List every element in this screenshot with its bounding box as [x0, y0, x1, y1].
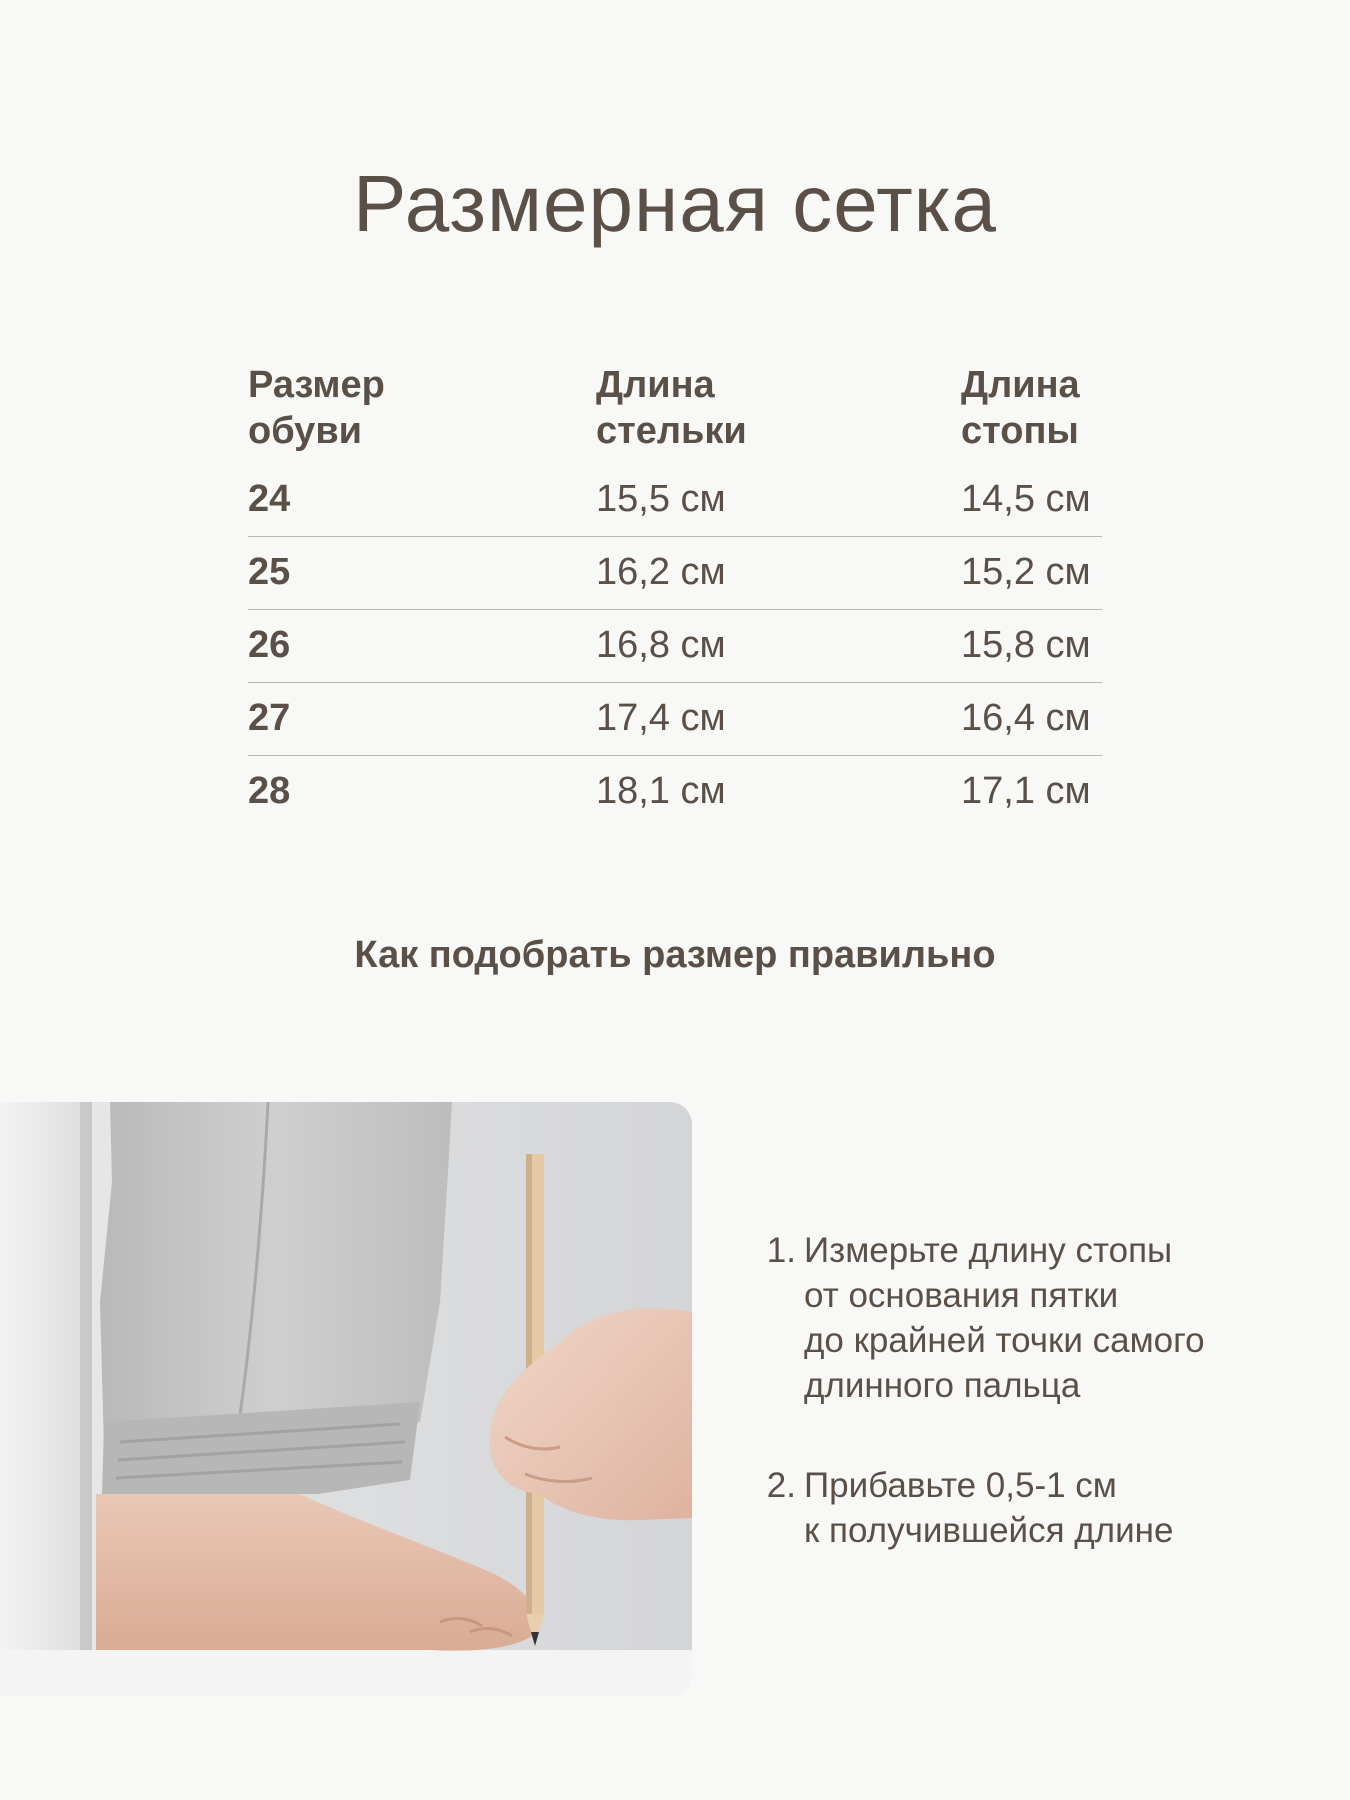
- section-subtitle: Как подобрать размер правильно: [354, 934, 996, 976]
- table-row: [248, 536, 1102, 607]
- foot-cell: 17,1 см: [961, 769, 1091, 812]
- step-number: 2.: [766, 1466, 796, 1505]
- table-row: [248, 755, 1102, 826]
- size-cell: 26: [248, 623, 291, 666]
- header-shoe-size: Размер обуви: [248, 364, 385, 452]
- table-row: [248, 464, 1102, 534]
- size-cell: 27: [248, 696, 291, 739]
- size-cell: 28: [248, 769, 291, 812]
- insole-cell: 16,2 см: [596, 550, 726, 593]
- foot-cell: 16,4 см: [961, 696, 1091, 739]
- foot-cell: 15,2 см: [961, 550, 1091, 593]
- size-cell: 24: [248, 477, 291, 520]
- insole-cell: 16,8 см: [596, 623, 726, 666]
- foot-cell: 15,8 см: [961, 623, 1091, 666]
- page-title: Размерная сетка: [353, 159, 997, 248]
- list-item: [750, 1463, 1330, 1553]
- foot-measuring-illustration: [0, 1102, 692, 1696]
- foot-measuring-photo: [0, 1102, 692, 1696]
- foot-cell: 14,5 см: [961, 477, 1091, 520]
- size-table: [248, 362, 1102, 826]
- header-foot-length: Длина стопы: [961, 364, 1080, 452]
- insole-cell: 17,4 см: [596, 696, 726, 739]
- instruction-list: [750, 1228, 1330, 1608]
- list-item: [750, 1228, 1330, 1408]
- table-row: [248, 609, 1102, 680]
- step-number: 1.: [766, 1231, 796, 1270]
- table-header: [248, 362, 1102, 462]
- step-text: Измерьте длину стопы от основания пятки до крайней точки самого длинного пальца: [804, 1231, 1205, 1405]
- size-cell: 25: [248, 550, 291, 593]
- insole-cell: 15,5 см: [596, 477, 726, 520]
- step-text: Прибавьте 0,5-1 см к получившейся длине: [804, 1466, 1174, 1550]
- table-row: [248, 682, 1102, 753]
- insole-cell: 18,1 см: [596, 769, 726, 812]
- header-insole-length: Длина стельки: [596, 364, 747, 452]
